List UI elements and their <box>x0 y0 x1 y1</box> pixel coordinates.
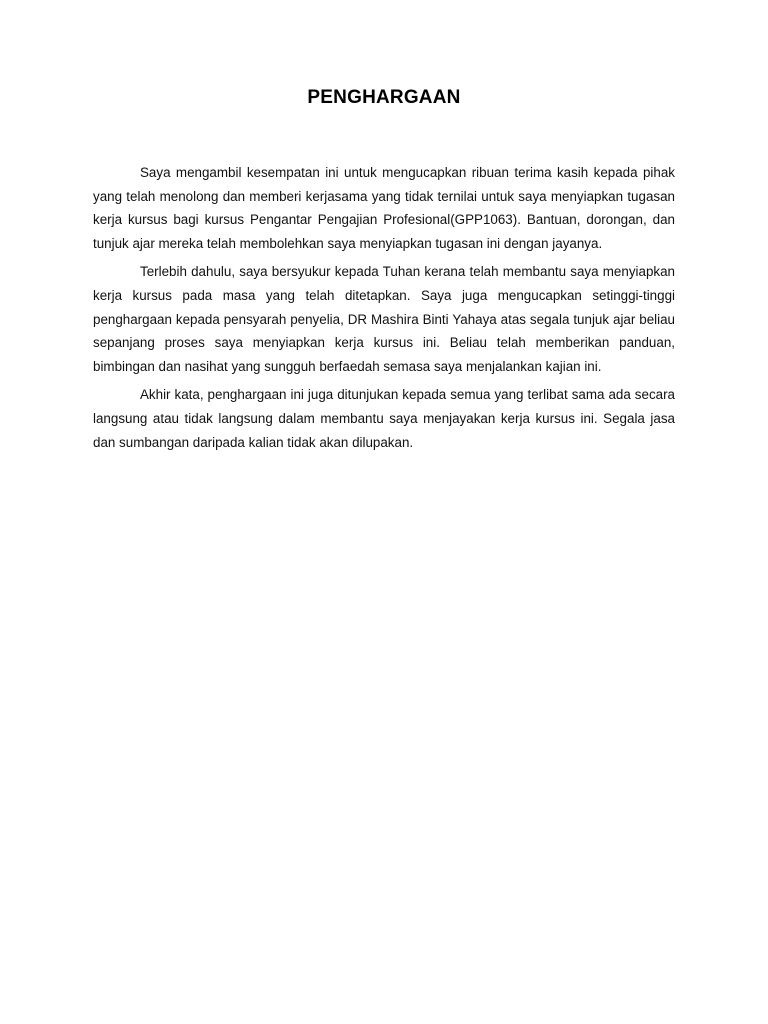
document-body <box>93 161 675 459</box>
paragraph-3: Akhir kata, penghargaan ini juga ditunjukan kepada semua yang terlibat sama ada secara langsung atau tidak langsung dalam membantu saya menjayakan kerja kursus ini. Segala jasa dan sumbangan daripada kalian tidak akan dilupakan. <box>93 387 675 450</box>
page-title: PENGHARGAAN <box>307 87 461 108</box>
paragraph-1: Saya mengambil kesempatan ini untuk mengucapkan ribuan terima kasih kepada pihak yang telah menolong dan memberi kerjasama yang tidak ternilai untuk saya menyiapkan tugasan kerja kursus bagi kursus Pengantar Pengajian Profesional(GPP1063). Bantuan, dorongan, dan tunjuk ajar mereka telah membolehkan saya menyiapkan tugasan ini dengan jayanya. <box>93 165 675 251</box>
paragraph-2: Terlebih dahulu, saya bersyukur kepada Tuhan kerana telah membantu saya menyiapkan kerja kursus pada masa yang telah ditetapkan. Saya juga mengucapkan setinggi-tinggi penghargaan kepada pensyarah penyelia, DR Mashira Binti Yahaya atas segala tunjuk ajar beliau sepanjang proses saya menyiapkan kerja kursus ini. Beliau telah memberikan panduan, bimbingan dan nasihat yang sungguh berfaedah semasa saya menjalankan kajian ini. <box>93 264 675 374</box>
